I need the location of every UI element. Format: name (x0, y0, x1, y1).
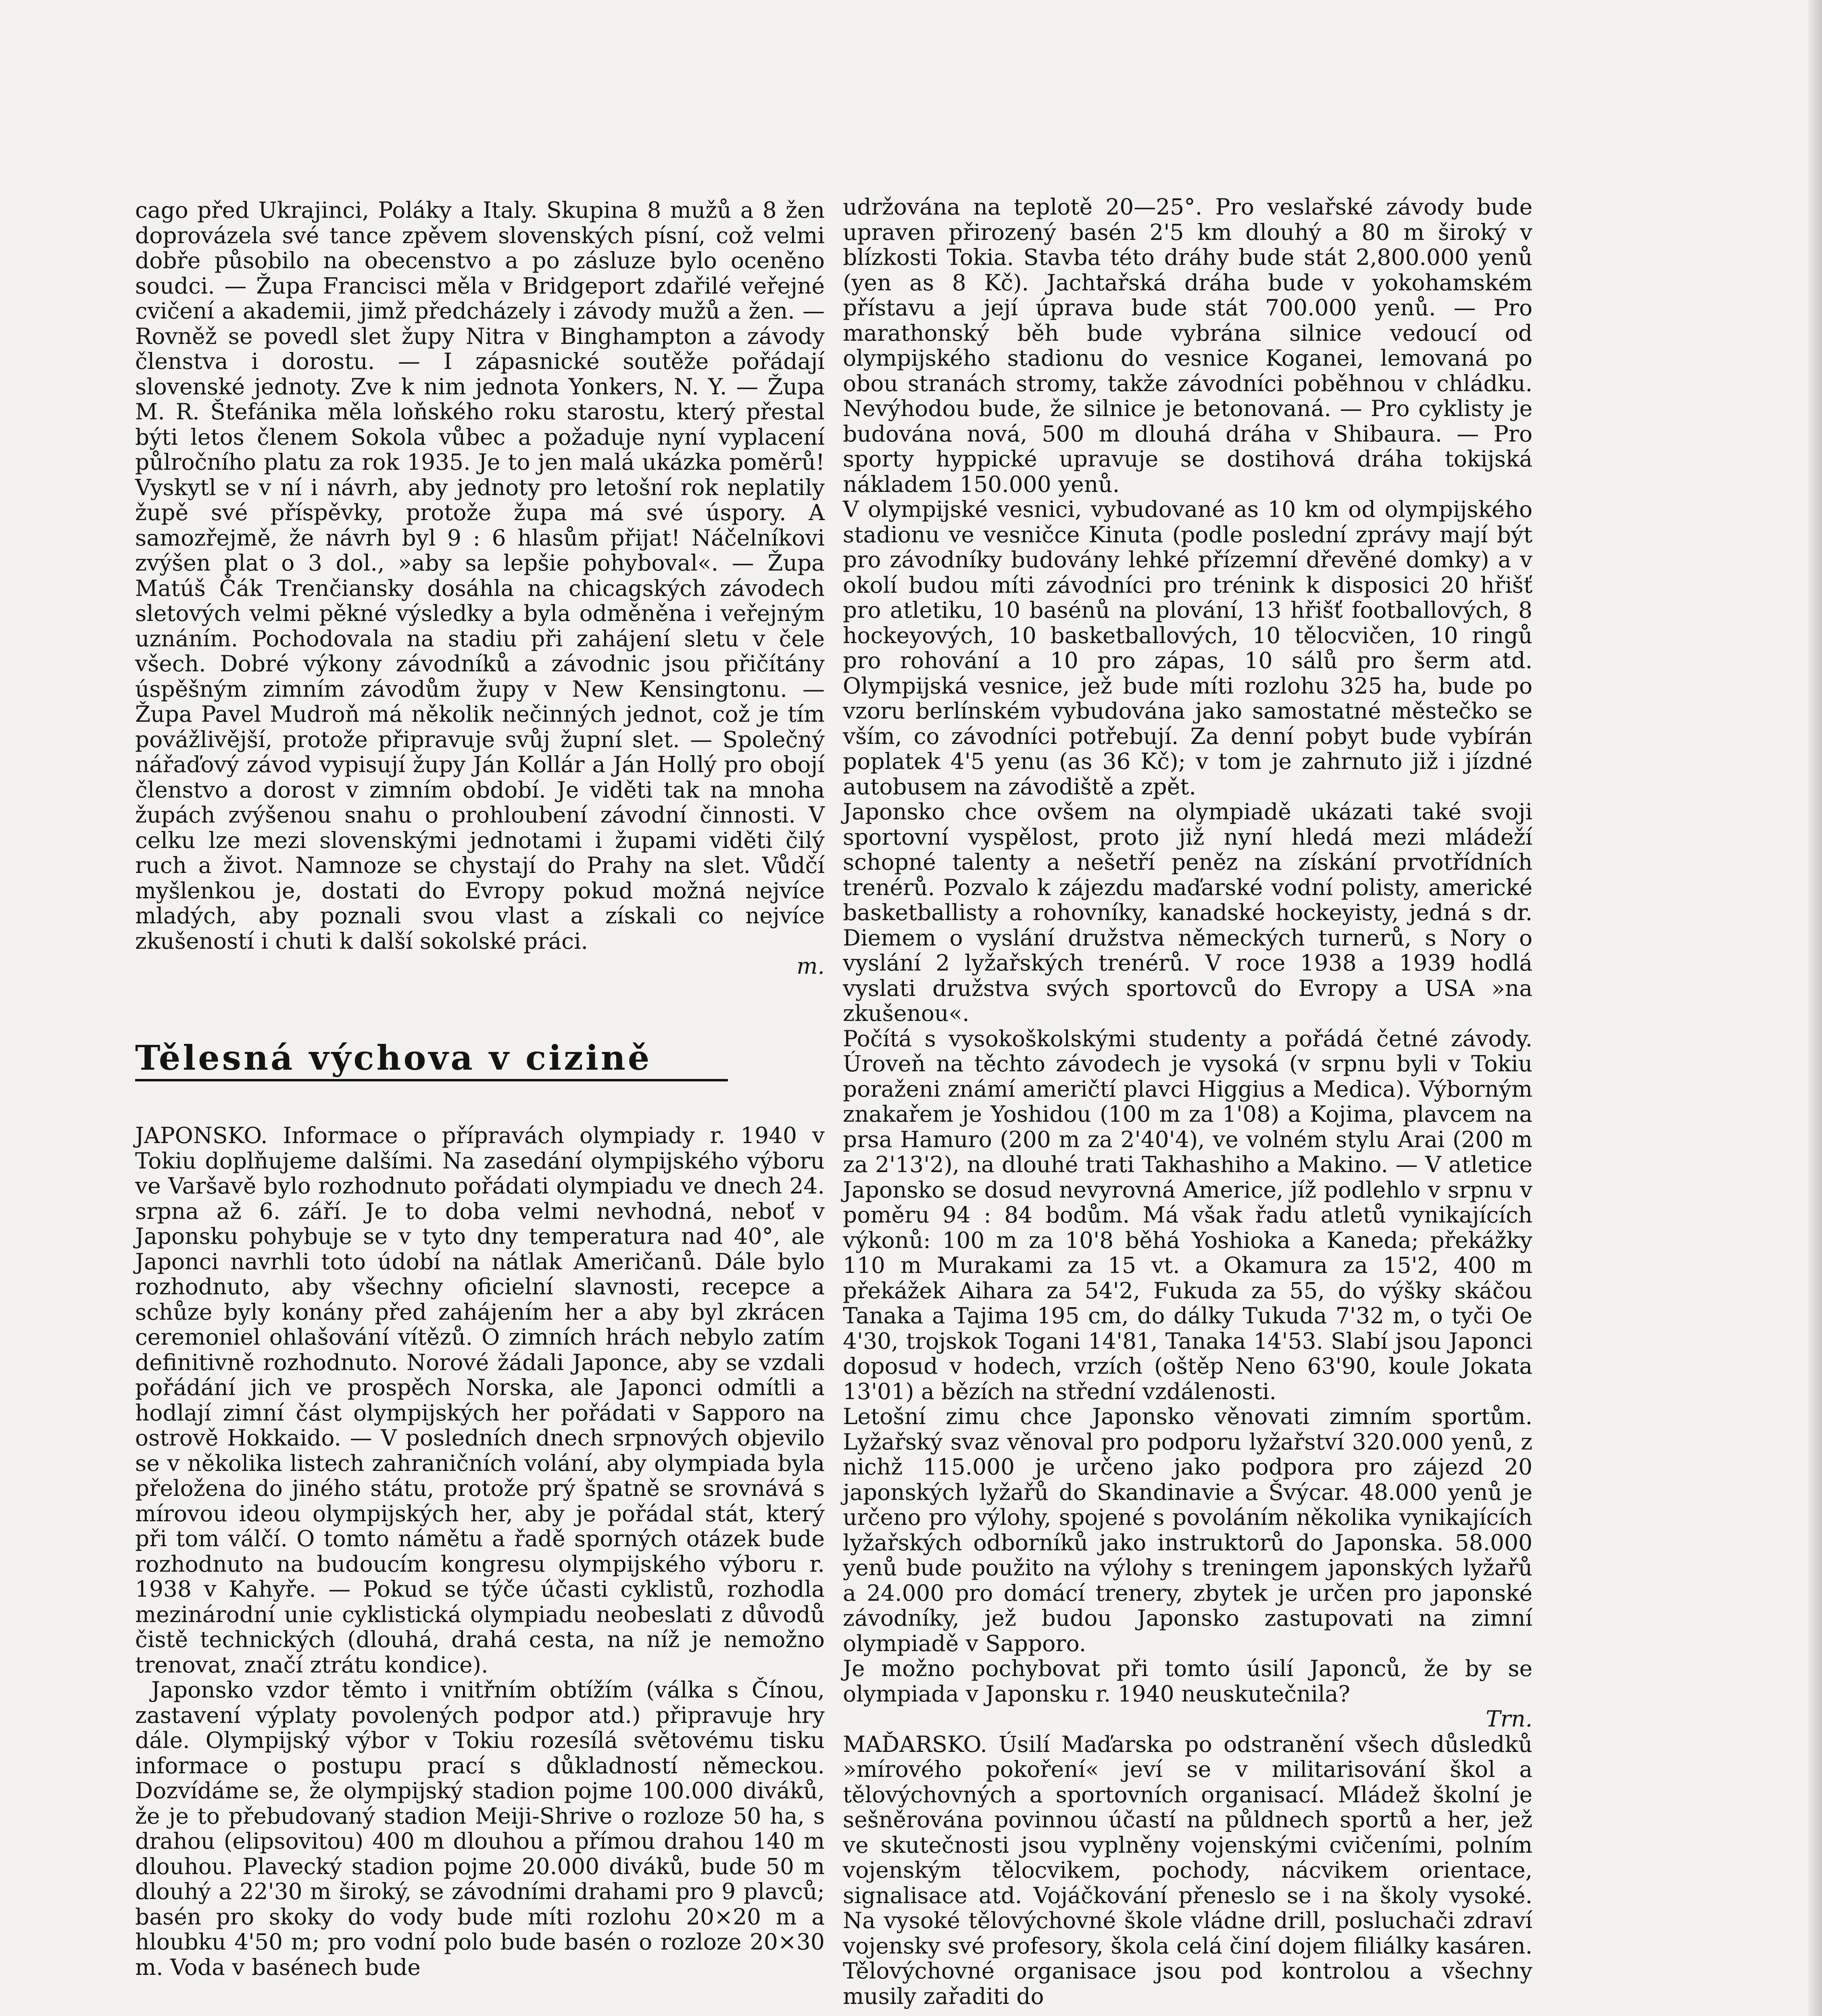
paragraph-right-1: udržována na teplotě 20—25°. Pro veslařské závody bude upraven přirozený basén 2'5 km dlouhý a 80 m široký v blízkosti Tokia. Stavba této dráhy bude stát 2,800.000 yenů (yen as 8 Kč). Jachtařská dráha bude v yokohamském přístavu a její úprava bude stát 700.000 yenů. — Pro marathonský běh bude vybrána silnice vedoucí od olympijského stadionu do vesnice Koganei, lemovaná po obou stranách stromy, takže závodníci poběhnou v chládku. Nevýhodou bude, že silnice je betonovaná. — Pro cyklisty je budována nová, 500 m dlouhá dráha v Shibaura. — Pro sporty hyppické upravuje se dostihová dráha tokijská nákladem 150.000 yenů. (843, 194, 1532, 497)
signature-trn: Trn. (1486, 1706, 1532, 1732)
paragraph-right-5: Letošní zimu chce Japonsko věnovati zimním sportům. Lyžařský svaz věnoval pro podporu lyžařství 320.000 yenů, z nichž 115.000 je určeno jako podpora pro zájezd 20 japonských lyžařů do Skandinavie a Švýcar. 48.000 yenů je určeno pro výlohy, spojené s povoláním několika vynikajících lyžařských odborníků jako instruktorů do Japonska. 58.000 yenů bude použito na výlohy s treningem japonských lyžařů a 24.000 pro domácí trenery, zbytek je určen pro japonské závodníky, jež budou Japonsko zastupovati na zimní olympiadě v Sapporo. (843, 1404, 1532, 1656)
heading-underline (135, 1079, 728, 1081)
paragraph-right-6: Je možno pochybovat při tomto úsilí Japonců, že by se olympiada v Japonsku r. 1940 neuskutečnila? (843, 1656, 1532, 1707)
left-column-japan (135, 1123, 825, 1980)
paragraph-hungary: MAĎARSKO. Úsilí Maďarska po odstranění všech důsledků »mírového pokoření« jeví se v militarisování škol a tělovýchovných a sportovních organisací. Mládež školní je sešněrována povinnou účastí na půldnech sportů a her, jež ve skutečnosti jsou vyplněny vojenskými cvičeními, polním vojenským tělocvikem, pochody, nácvikem orientace, signalisace atd. Vojáčkování přeneslo se i na školy vysoké. Na vysoké tělovýchovné škole vládne drill, posluchači zdraví vojensky své profesory, škola celá činí dojem filiálky kasáren. Tělovýchovné organisace jsou pod kontrolou a všechny musily zařaditi do (843, 1731, 1532, 2009)
left-column (135, 198, 825, 979)
paragraph-right-4: Počítá s vysokoškolskými studenty a pořádá četné závody. Úroveň na těchto závodech je vysoká (v srpnu byli v Tokiu poraženi známí američtí plavci Higgius a Medica). Výborným znakařem je Yoshidou (100 m za 1'08) a Kojima, plavcem na prsa Hamuro (200 m za 2'40'4), ve volném stylu Arai (200 m za 2'13'2), na dlouhé trati Takhashiho a Makino. — V atletice Japonsko se dosud nevyrovná Americe, jíž podlehlo v srpnu v poměru 94 : 84 bodům. Má však řadu atletů vynikajících výkonů: 100 m za 10'8 běhá Yoshioka a Kaneda; překážky 110 m Murakami za 15 vt. a Okamura za 15'2, 400 m překážek Aihara za 54'2, Fukuda za 55, do výšky skáčou Tanaka a Tajima 195 cm, do dálky Tukuda 7'32 m, o tyči Oe 4'30, trojskok Togani 14'81, Tanaka 14'53. Slabí jsou Japonci doposud v hodech, vrzích (oštěp Neno 63'90, koule Jokata 13'01) a bězích na střední vzdálenosti. (843, 1025, 1532, 1404)
paragraph-sokol-report: cago před Ukrajinci, Poláky a Italy. Skupina 8 mužů a 8 žen doprovázela své tance zpěvem slovenských písní, což velmi dobře působilo na obecenstvo a po zásluze bylo oceněno soudci. — Župa Francisci měla v Bridgeport zdařilé veřejné cvičení a akademii, jimž předcházely i závody mužů a žen. — Rovněž se povedl slet župy Nitra v Binghampton a závody členstva i dorostu. — I zápasnické soutěže pořádají slovenské jednoty. Zve k nim jednota Yonkers, N. Y. — Župa M. R. Štefánika měla loňského roku starostu, který přestal býti letos členem Sokola vůbec a požaduje nyní vyplacení půlročního platu za rok 1935. Je to jen malá ukázka poměrů! Vyskytl se v ní i návrh, aby jednoty pro letošní rok neplatily župě své příspěvky, protože župa má své úspory. A samozřejmě, že návrh byl 9 : 6 hlasům přijat! Náčelníkovi zvýšen plat o 3 dol., »aby sa lepšie pohyboval«. — Župa Matúš Čák Trenčiansky dosáhla na chicagských závodech sletových velmi pěkné výsledky a byla odměněna i veřejným uznáním. Pochodovala na stadiu při zahájení sletu v čele všech. Dobré výkony závodníků a závodnic jsou přičítány úspěšným zimním závodům župy v New Kensingtonu. — Župa Pavel Mudroň má několik nečinných jednot, což je tím povážlivější, protože připravuje svůj župní slet. — Společný nářaďový závod vypisují župy Ján Kollár a Ján Hollý pro obojí členstvo a dorost v zimním období. Je viděti tak na mnoha župách zvýšenou snahu o prohloubení závodní činnosti. V celku lze mezi slovenskými jednotami i župami viděti čilý ruch a život. Namnoze se chystají do Prahy na slet. Vůdčí myšlenkou je, dostati do Evropy pokud možná nejvíce mladých, aby poznali svou vlast a získali co nejvíce zkušeností i chuti k další sokolské práci. (135, 197, 825, 954)
paragraph-right-3: Japonsko chce ovšem na olympiadě ukázati také svoji sportovní vyspělost, proto již nyní hledá mezi mládeží schopné talenty a nešetří peněz na získání prvotřídních trenérů. Pozvalo k zájezdu maďarské vodní polisty, americké basketballisty a rohovníky, kanadské hockeyisty, jedná s dr. Diemem o vyslání družstva německých turnerů, s Nory o vyslání 2 lyžařských trenérů. V roce 1938 a 1939 hodlá vyslati družstva svých sportovců do Evropy a USA »na zkušenou«. (843, 799, 1532, 1026)
section-heading-block (135, 1039, 825, 1081)
signature-m: m. (796, 953, 825, 979)
paragraph-japan-2: Japonsko vzdor těmto i vnitřním obtížím (válka s Čínou, zastavení výplaty povolených podpor atd.) připravuje hry dále. Olympijský výbor v Tokiu rozesílá světovému tisku informace o postupu prací s důkladností německou. Dozvídáme se, že olympijský stadion pojme 100.000 diváků, že je to přebudovaný stadion Meiji-Shrive o rozloze 50 ha, s drahou (elipsovitou) 400 m dlouhou a přímou drahou 140 m dlouhou. Plavecký stadion pojme 20.000 diváků, bude 50 m dlouhý a 22'30 m široký, se závodními drahami pro 9 plavců; basén pro skoky do vody bude míti rozlohu 20×20 m a hloubku 4'50 m; pro vodní polo bude basén o rozloze 20×30 m. Voda v basénech bude (135, 1677, 825, 1980)
section-heading: Tělesná výchova v cizině (135, 1038, 652, 1078)
right-column (843, 194, 1532, 2009)
paragraph-right-2: V olympijské vesnici, vybudované as 10 km od olympijského stadionu ve vesničce Kinuta (podle poslední zprávy mají být pro závodníky budovány lehké přízemní dřevěné domky) a v okolí budou míti závodníci pro trénink k disposici 20 hřišť pro atletiku, 10 basénů na plování, 13 hřišť footballových, 8 hockeyových, 10 basketballových, 10 tělocvičen, 10 ringů pro rohování a 10 pro zápas, 10 sálů pro šerm atd. Olympijská vesnice, jež bude míti rozlohu 325 ha, bude po vzoru berlínském vybudována jako samostatné městečko se vším, co závodníci potřebují. Za denní pobyt bude vybírán poplatek 4'5 yenu (as 36 Kč); v tom je zahrnuto již i jízdné autobusem na závodiště a zpět. (843, 496, 1532, 800)
page-edge-shadow (1808, 0, 1822, 2016)
paragraph-japan-1: JAPONSKO. Informace o přípravách olympiady r. 1940 v Tokiu doplňujeme dalšími. Na zasedání olympijského výboru ve Varšavě bylo rozhodnuto pořádati olympiadu ve dnech 24. srpna až 6. září. Je to doba velmi nevhodná, neboť v Japonsku pohybuje se v tyto dny temperatura nad 40°, ale Japonci navrhli toto údobí na nátlak Američanů. Dále bylo rozhodnuto, aby všechny oficielní slavnosti, recepce a schůze byly konány před zahájením her a aby byl zkrácen ceremoniel ohlašování vítězů. O zimních hrách nebylo zatím definitivně rozhodnuto. Norové žádali Japonce, aby se vzdali pořádání jich ve prospěch Norska, ale Japonci odmítli a hodlají zimní část olympijských her pořádati v Sapporo na ostrově Hokkaido. — V posledních dnech srpnových objevilo se v několika listech zahraničních volání, aby olympiada byla přeložena do jiného státu, protože prý špatně se srovnává s mírovou ideou olympijských her, aby je pořádal stát, který při tom válčí. O tomto námětu a řadě sporných otázek bude rozhodnuto na budoucím kongresu olympijského výboru r. 1938 v Kahyře. — Pokud se týče účasti cyklistů, rozhodla mezinárodní unie cyklistická olympiadu neobeslati z důvodů čistě technických (dlouhá, drahá cesta, na níž je nemožno trenovat, značí ztrátu kondice). (135, 1123, 825, 1678)
